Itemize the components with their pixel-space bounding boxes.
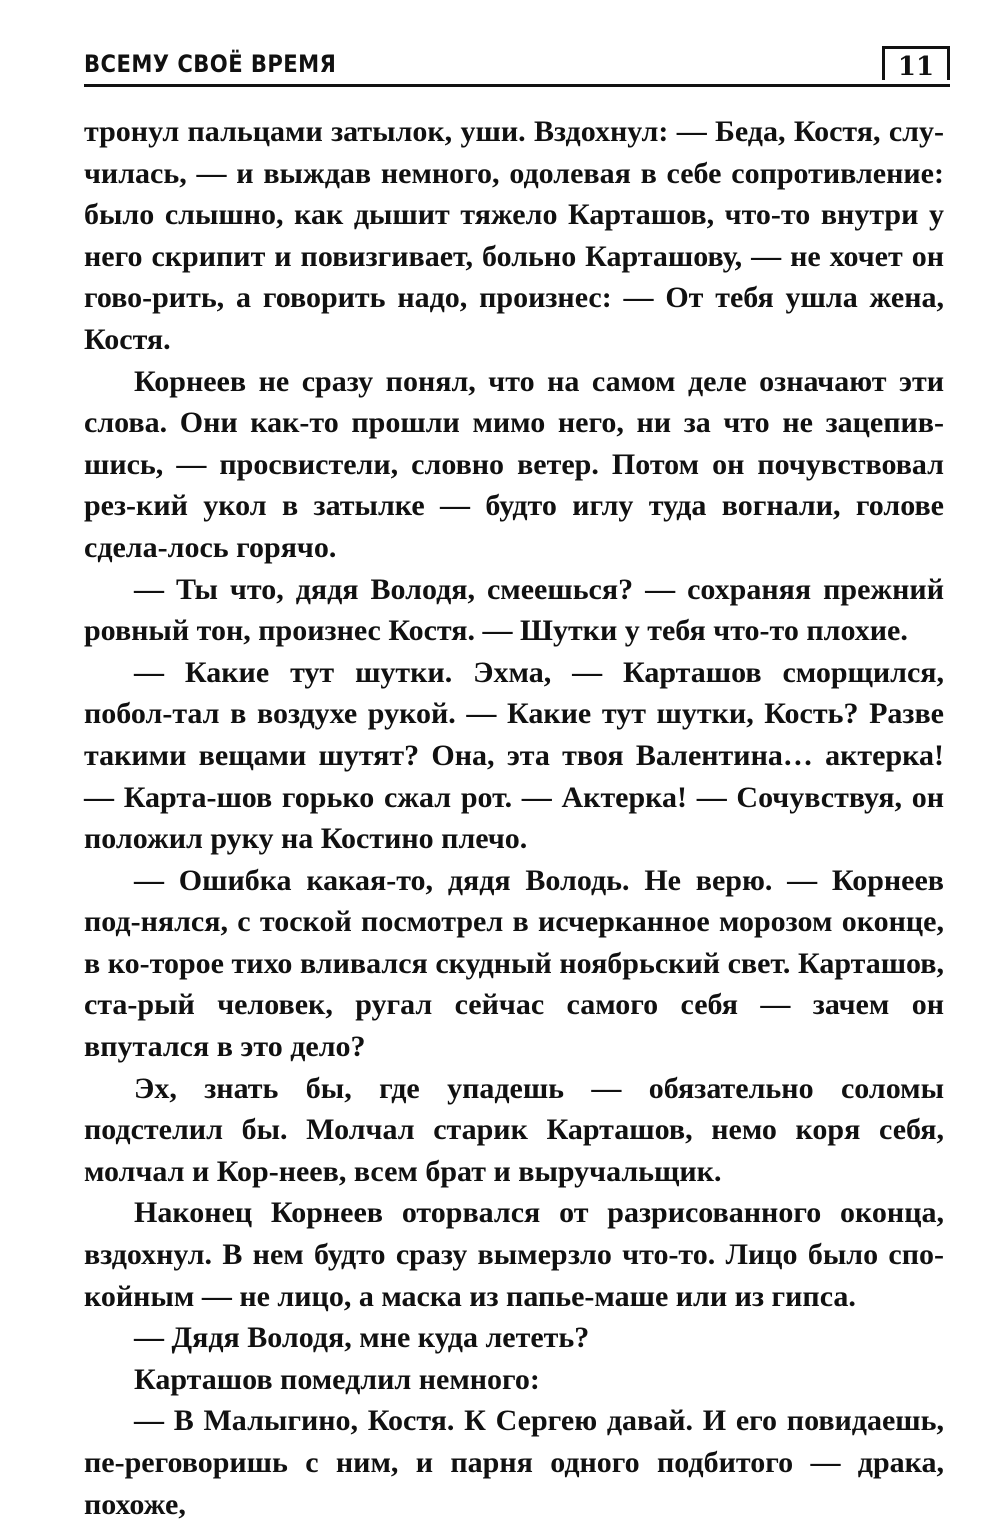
page-body	[84, 111, 944, 1525]
paragraph: Корнеев не сразу понял, что на самом деле означают эти слова. Они как-то прошли мимо него, ни за что не зацепив-шись, — просвистели, словно ветер. Потом он почувствовал рез-кий укол в затылке — будто иглу туда вогнали, голове сдела-лось горячо.	[84, 364, 944, 564]
header-rule	[84, 84, 950, 87]
paragraph: тронул пальцами затылок, уши. Вздохнул: — Беда, Костя, слу-чилась, — и выждав немного, одолевая в себе сопротивление: было слышно, как дышит тяжело Карташов, что-то внутри у него скрипит и повизгивает, больно Карташову, — не хочет он гово-рить, а говорить надо, произнес: — От тебя ушла жена, Костя.	[84, 115, 944, 356]
paragraph: — Дядя Володя, мне куда лететь?	[134, 1321, 590, 1355]
running-header	[84, 44, 954, 92]
paragraph: Эх, знать бы, где упадешь — обязательно соломы подстелил бы. Молчал старик Карташов, немо коря себя, молчал и Кор-неев, всем брат и выручальщик.	[84, 1071, 944, 1188]
page-number: 11	[882, 46, 950, 80]
paragraph: — Какие тут шутки. Эхма, — Карташов сморщился, побол-тал в воздухе рукой. — Какие тут шутки, Кость? Разве такими вещами шутят? Она, эта твоя Валентина… актерка! — Карта-шов горько сжал рот. — Актерка! — Сочувствуя, он положил руку на Костино плечо.	[84, 655, 944, 856]
paragraph: Карташов помедлил немного:	[134, 1362, 540, 1396]
paragraph: — В Малыгино, Костя. К Сергею давай. И его повидаешь, пе-реговоришь с ним, и парня одного подбитого — драка, похоже,	[84, 1404, 944, 1521]
paragraph: — Ошибка какая-то, дядя Володь. Не верю. — Корнеев под-нялся, с тоской посмотрел в исчерканное морозом оконце, в ко-торое тихо вливался скудный ноябрьский свет. Карташов, ста-рый человек, ругал сейчас самого себя — зачем он впутался в это дело?	[84, 863, 944, 1064]
book-title: ВСЕМУ СВОЁ ВРЕМЯ	[84, 50, 337, 78]
paragraph: — Ты что, дядя Володя, смеешься? — сохраняя прежний ровный тон, произнес Костя. — Шутки у тебя что-то плохие.	[84, 572, 944, 648]
paragraph: Наконец Корнеев оторвался от разрисованного оконца, вздохнул. В нем будто сразу вымерзло что-то. Лицо было спо-койным — не лицо, а маска из папье-маше или из гипса.	[84, 1196, 944, 1313]
